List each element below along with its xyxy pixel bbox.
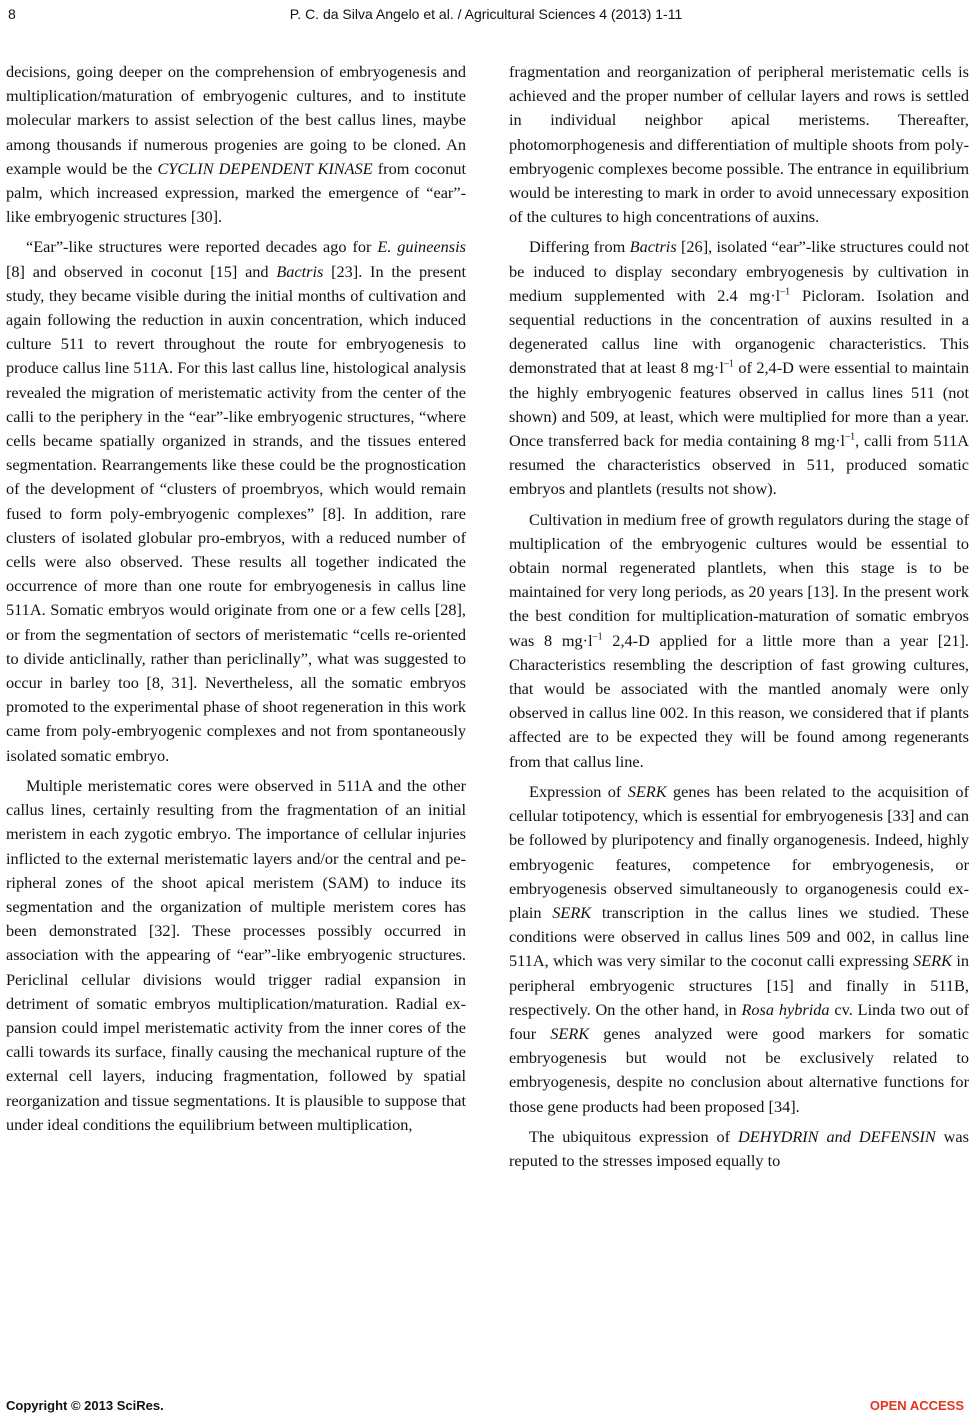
italic-gene-name: CYCLIN DEPENDENT KINASE <box>157 158 373 178</box>
paragraph <box>509 1125 969 1173</box>
paragraph <box>6 774 466 1137</box>
italic-gene-name: SERK <box>550 1023 590 1043</box>
text-run: of 2,4-D were essential to maintain the highly embryogenic features observed in callus lines 511 (not shown) and 509, at least, which were multiplied for more than a year. Once transferred back for media containing 8 mg·l <box>509 358 970 451</box>
running-header-citation: P. C. da Silva Angelo et al. / Agricultural Sciences 4 (2013) 1-11 <box>289 6 683 22</box>
text-run: “Ear”-like structures were reported decades ago for <box>26 237 378 257</box>
italic-gene-name: SERK <box>627 781 667 801</box>
text-run: [26], isolated “ear”-like structures could not be induced to display secondary embryogenesis by cultivation in medium supplemented with 2.4 mg·l <box>509 237 969 305</box>
text-run: Differing from <box>529 237 630 257</box>
text-run: [8] and observed in coconut [15] and <box>6 261 277 281</box>
text-run: was reputed to the stresses imposed equally to <box>509 1126 969 1170</box>
text-run: Expression of <box>529 781 628 801</box>
open-access-label: OPEN ACCESS <box>869 1398 964 1413</box>
superscript: –1 <box>723 359 734 371</box>
paragraph <box>6 235 466 767</box>
right-column <box>509 60 969 1179</box>
text-run: Cultivation in medium free of growth regulators during the stage of multiplication of the embryogenic cultures would be essential to obtain normal regenerated plantlets, when this stage is to be maintained for very long periods, as 20 years [13]. In the present work the best condition for multiplication-maturation of somatic embryos was 8 mg·l <box>509 509 969 650</box>
text-run: genes has been related to the acquisition of cellular totipotency, which is essential for embryogenesis [33] and can be followed by pluripotency and finally organogenesis. Indeed, highly embryogenic features, competence for embryogenesis, or embryogenesis observed simultaneously to organogenesis could explain <box>509 781 969 922</box>
italic-gene-name: SERK <box>913 951 952 971</box>
text-run: , calli from 511A resumed the characteristics observed in 511, produced somatic embryos and plantlets (results not show). <box>509 431 970 499</box>
text-run: Multiple meristematic cores were observed in 511A and the other callus lines, certainly resulting from the fragmentation of an initial meristem in each zygotic embryo. The importance of cellular injuries inflicted to the external meristematic layers and/or the central and peripheral zones of the shoot apical meristem (SAM) to induce its segmentation and the organization of multiple meristem cores has been demonstrated [32]. These processes possibly occurred in association with the appearing of “ear”-like embryogenic structures. Periclinal cellular divisions would trigger radial expansion in detriment of somatic embryos multiplication/maturation. Radial expansion could impel meristematic activity from the inner cores of the calli towards its surface, finally causing the mechanical rupture of the external cell layers, inducing fragmentation, followed by spatial reorganization and tissue segmentations. It is plausible to suppose that under ideal conditions the equilibrium between multiplication, <box>6 775 466 1134</box>
text-run: [23]. In the present study, they became visible during the initial months of cultivation and again following the reduction in auxin concentration, which induced culture 511 to revert throughout the route for embryogenesis to produce callus line 511A. For this last callus line, histological analysis revealed the migration of meristematic activity from the center of the calli to the periphery in the “ear”-like embryogenic structures, “where cells became spatially organized in strands, and the tissues entered segmentation. Rearrangements like these could be the prognostication of the development of “clusters of proembryos, which would remain fused to form poly-embryogenic complexes” [8]. In addition, rare clusters of isolated globular pro-embryos, with a reduced number of cells were also observed. These results all together indicated the occurrence of more than one route for embryogenesis in callus line 511A. Somatic embryos would originate from one or a few cells [28], or from the segmentation of sectors of meristematic “cells re-oriented to divide anticlinally, rather than periclinally”, what was suggested to occur in barley too [8, 31]. Nevertheless, all the somatic embryos promoted to the experimental phase of shoot regeneration in this work came from poly-embryogenic complexes and not from spontaneously isolated somatic embryo. <box>6 261 467 765</box>
paragraph <box>6 60 466 229</box>
paragraph <box>509 508 969 774</box>
italic-species-name: Bactris <box>629 237 677 257</box>
paragraph <box>509 780 969 1119</box>
italic-species-name: Bactris <box>276 261 324 281</box>
text-run: cv. Linda two out of four <box>509 999 970 1043</box>
italic-species-name: E. guineensis <box>377 237 466 257</box>
paragraph <box>509 235 969 501</box>
text-run: in peripheral embryogenic structures [15] and finally in 511B, respectively. On the other hand, in <box>509 951 969 1019</box>
text-run: from coconut palm, which increased expression, marked the emergence of “ear”-like embryogenic structures [30]. <box>6 158 467 227</box>
left-column <box>6 60 466 1143</box>
superscript: –1 <box>845 431 856 443</box>
text-run: genes analyzed were good markers for somatic embryogenesis but would not be exclusively related to embryogenesis, despite no conclusion about alternative functions for those gene products had been proposed [34]. <box>509 1023 969 1116</box>
superscript: –1 <box>780 286 791 298</box>
text-run: Picloram. Isolation and sequential reductions in the concentration of auxins resulted in a degenerated callus line with organogenic characteristics. This demonstrated that at least 8 mg·l <box>509 285 970 378</box>
page-number: 8 <box>8 6 16 22</box>
text-run: 2,4-D applied for a little more than a year [21]. Characteristics resembling the description of fast growing cultures, that would be associated with the mantled anomaly were only observed in callus line 002. In this reason, we considered that if plants affected are to be expected they will be found among regenerants from that callus line. <box>509 630 969 771</box>
copyright-footer: Copyright © 2013 SciRes. <box>6 1398 164 1413</box>
italic-gene-name: SERK <box>552 902 592 922</box>
text-run: transcription in the callus lines we studied. These conditions were observed in callus lines 509 and 002, in callus line 511A, which was very similar to the coconut calli expressing <box>509 902 969 971</box>
text-run: decisions, going deeper on the comprehension of embryogenesis and multiplication/maturation of embryogenic cultures, and to institute molecular markers to assist selection of the best callus lines, maybe among thousands if numerous progenies are going to be cloned. An example would be the <box>6 62 466 178</box>
italic-gene-name: DEHYDRIN and DEFENSIN <box>738 1126 936 1146</box>
text-run: fragmentation and reorganization of peripheral meristematic cells is achieved and the proper number of cellular layers and rows is settled in individual neighbor apical meristems. Thereafter, photomorphogenesis and differentiation of multiple shoots from poly-embryogenic complexes become possible. The entrance in equilibrium would be interesting to mark in order to avoid unnecessary exposition of the cultures to high concentrations of auxins. <box>509 62 969 227</box>
text-run: The ubiquitous expression of <box>529 1126 739 1146</box>
superscript: –1 <box>592 631 603 643</box>
italic-species-name: Rosa hybrida <box>741 999 830 1019</box>
paragraph <box>509 60 969 229</box>
